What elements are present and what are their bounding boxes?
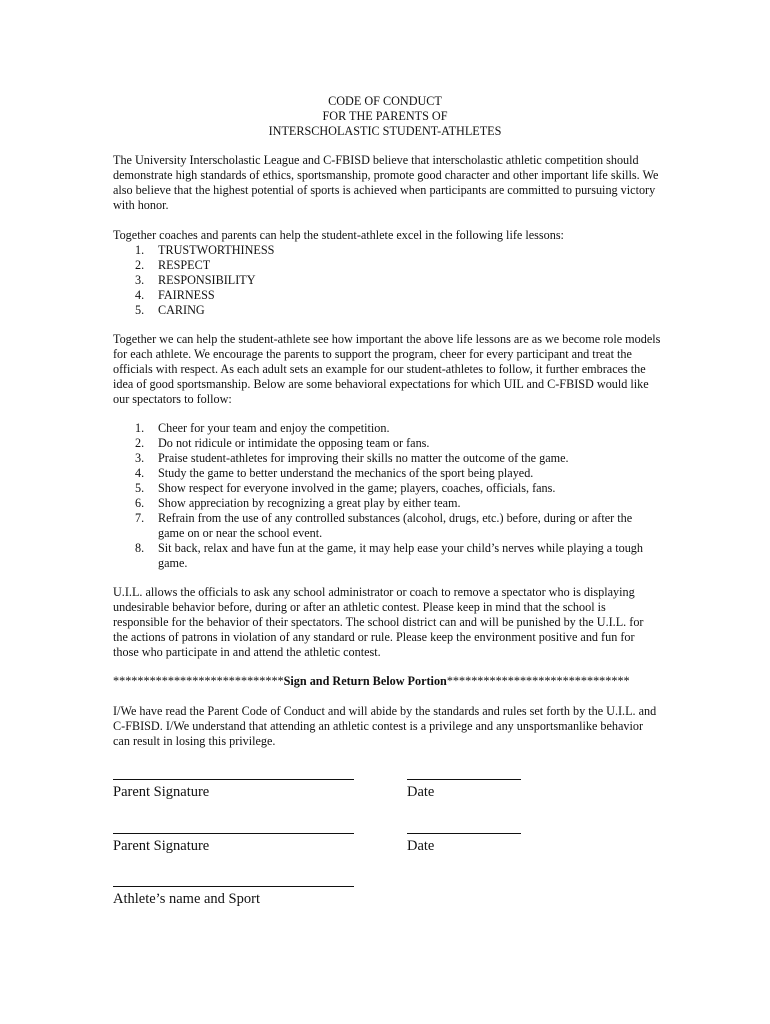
agreement-paragraph-block xyxy=(113,704,661,749)
title-line-2: FOR THE PARENTS OF xyxy=(322,109,448,123)
date-label-1: Date xyxy=(407,784,435,800)
list-item: 4. Study the game to better understand the mechanics of the sport being played. xyxy=(135,466,534,480)
list-item: 1. Cheer for your team and enjoy the competition. xyxy=(135,421,390,435)
intro-paragraph-block xyxy=(113,153,661,213)
intro-paragraph: The University Interscholastic League and C-FBISD believe that interscholastic athletic competition should demonstrate high standards of ethics, sportsmanship, promote good character and other important life skills. We also believe that the highest potential of sports is achieved when participants are committed to pursuing victory with honor. xyxy=(113,153,659,212)
parent-signature-line-1[interactable] xyxy=(113,779,354,780)
life-lessons-list xyxy=(113,243,661,318)
title-line-3: INTERSCHOLASTIC STUDENT-ATHLETES xyxy=(268,124,502,138)
parent-signature-line-2[interactable] xyxy=(113,833,354,834)
sign-return-divider xyxy=(113,674,673,689)
agreement-paragraph: I/We have read the Parent Code of Conduct and will abide by the standards and rules set forth by the U.I.L. and C-FBISD. I/We understand that attending an athletic contest is a privilege and any unsportsmanlike behavior can result in losing this privilege. xyxy=(113,704,657,748)
uil-paragraph-block xyxy=(113,585,661,660)
list-item: 1. TRUSTWORTHINESS xyxy=(135,243,275,257)
list-item: 7. Refrain from the use of any controlled substances (alcohol, drugs, etc.) before, during or after the game on or near the school event. xyxy=(135,511,633,540)
list-item: 6. Show appreciation by recognizing a great play by either team. xyxy=(135,496,461,510)
athlete-name-sport-label: Athlete’s name and Sport xyxy=(113,891,260,907)
together-paragraph: Together we can help the student-athlete see how important the above life lessons are as we become role models for each athlete. We encourage the parents to support the program, cheer for every participant and treat the officials with respect. As each adult sets an example for our student-athletes to follow, it further embraces the idea of good sportsmanship. Below are some behavioral expectations for which UIL and C-FBISD would like our spectators to follow: xyxy=(113,332,661,406)
date-line-2[interactable] xyxy=(407,833,521,834)
divider-label: Sign and Return Below Portion xyxy=(283,674,447,688)
divider-stars-right: ****************************** xyxy=(446,674,630,688)
list-item: 2. Do not ridicule or intimidate the opposing team or fans. xyxy=(135,436,430,450)
divider-stars-left: **************************** xyxy=(113,674,284,688)
together-paragraph-block xyxy=(113,332,661,407)
life-lessons-section xyxy=(113,228,661,318)
date-label-2: Date xyxy=(407,838,435,854)
uil-paragraph: U.I.L. allows the officials to ask any school administrator or coach to remove a spectator who is displaying undesirable behavior before, during or after an athletic contest. Please keep in mind that the school is responsible for the behavior of their spectators. The school district can and will be punished by the U.I.L. for the actions of patrons in violation of any standard or rule. Please keep the environment positive and fun for those who participate in and attend the athletic contest. xyxy=(113,585,644,659)
parent-signature-label-1: Parent Signature xyxy=(113,784,210,800)
list-item: 4. FAIRNESS xyxy=(135,288,215,302)
document-title xyxy=(0,94,770,139)
life-lessons-heading: Together coaches and parents can help the student-athlete excel in the following life lessons: xyxy=(113,228,564,242)
behavior-rules-section xyxy=(113,421,661,571)
list-item: 5. Show respect for everyone involved in the game; players, coaches, officials, fans. xyxy=(135,481,556,495)
behavior-rules-list xyxy=(113,421,661,571)
date-line-1[interactable] xyxy=(407,779,521,780)
title-line-1: CODE OF CONDUCT xyxy=(328,94,442,108)
athlete-name-sport-line[interactable] xyxy=(113,886,354,887)
list-item: 5. CARING xyxy=(135,303,205,317)
list-item: 3. RESPONSIBILITY xyxy=(135,273,256,287)
list-item: 8. Sit back, relax and have fun at the game, it may help ease your child’s nerves while playing a tough game. xyxy=(135,541,643,570)
list-item: 3. Praise student-athletes for improving their skills no matter the outcome of the game. xyxy=(135,451,569,465)
list-item: 2. RESPECT xyxy=(135,258,211,272)
parent-signature-label-2: Parent Signature xyxy=(113,838,210,854)
